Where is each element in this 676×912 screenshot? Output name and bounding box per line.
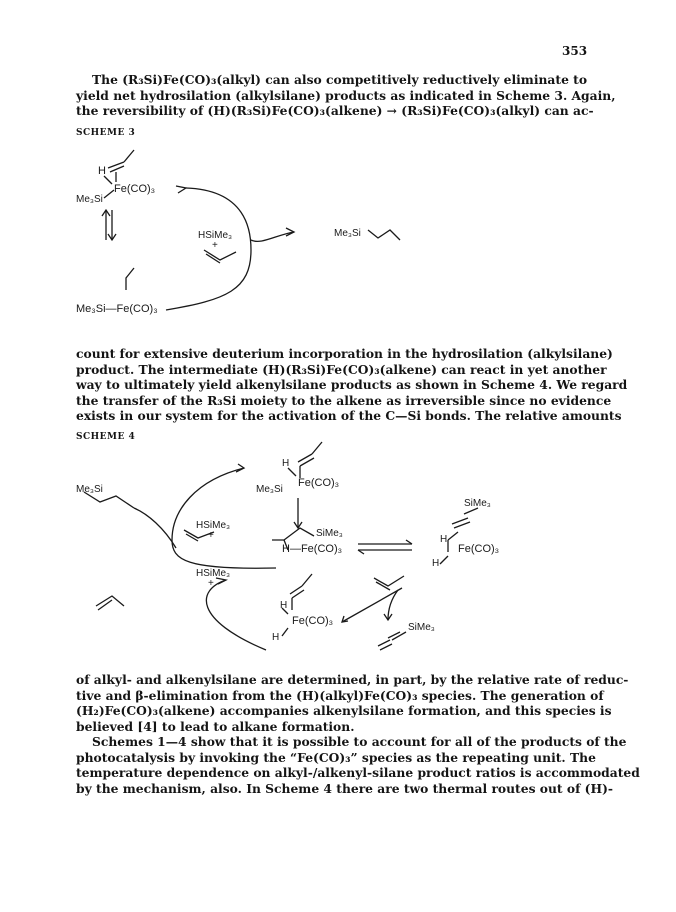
paragraph-2 xyxy=(76,346,628,424)
text-line: photocatalysis by invoking the “Fe(CO)₃” species as the repeating unit. The xyxy=(76,749,596,765)
text-line: believed [4] to lead to alkane formation. xyxy=(76,718,355,734)
scheme4-right-sime3: SiMe₃ xyxy=(464,498,491,509)
scheme4-right-fe: Fe(CO)₃ xyxy=(458,543,500,555)
scheme-4-diagram xyxy=(76,440,600,665)
text-line: product. The intermediate (H)(R₃Si)Fe(CO)₃(alkene) can react in yet another xyxy=(76,361,607,377)
paragraph-4 xyxy=(76,734,640,796)
text-line: count for extensive deuterium incorporation in the hydrosilation (alkylsilane) xyxy=(76,346,613,361)
text-line: exists in our system for the activation of the C—Si bonds. The relative amounts xyxy=(76,408,622,424)
text-line: temperature dependence on alkyl-/alkenyl-silane product ratios is accommodated xyxy=(76,765,640,781)
page-number: 353 xyxy=(562,44,588,58)
text-line: yield net hydrosilation (alkylsilane) products as indicated in Scheme 3. Again, xyxy=(76,87,616,103)
text-line: of alkyl- and alkenylsilane are determined, in part, by the relative rate of reduc- xyxy=(76,672,629,687)
scheme3-h: H xyxy=(98,165,106,177)
scheme4-plus-2: + xyxy=(208,578,214,589)
scheme4-center-hfe: H—Fe(CO)₃ xyxy=(282,543,343,555)
scheme3-plus: + xyxy=(212,240,218,251)
scheme3-fe-complex: Fe(CO)₃ xyxy=(114,183,156,195)
text-line: (H₂)Fe(CO)₃(alkene) accompanies alkenylsilane formation, and this species is xyxy=(76,703,612,719)
scheme-4-label: SCHEME 4 xyxy=(76,432,136,442)
scheme4-center-sime3: SiMe₃ xyxy=(316,528,343,539)
scheme4-bottom-h2: H xyxy=(272,632,280,643)
scheme3-me3si: Me₃Si xyxy=(76,194,103,205)
scheme4-right-h1: H xyxy=(440,534,448,545)
text-line: the reversibility of (H)(R₃Si)Fe(CO)₃(alkene) → (R₃Si)Fe(CO)₃(alkyl) can ac- xyxy=(76,103,594,119)
paragraph-3 xyxy=(76,672,629,734)
scheme4-plus-1: + xyxy=(208,530,214,541)
text-line: Schemes 1—4 show that it is possible to account for all of the products of the xyxy=(92,734,627,749)
scheme3-reagent: HSiMe₃ xyxy=(198,230,233,241)
scheme4-right-h2: H xyxy=(432,558,440,569)
scheme4-left-me3si: Me₃Si xyxy=(76,484,103,495)
scheme4-reagent-2: HSiMe₃ xyxy=(196,568,231,579)
scheme4-top-h: H xyxy=(282,458,290,469)
scheme4-bottom-sime3: SiMe₃ xyxy=(408,622,435,633)
scheme4-top-fe: Fe(CO)₃ xyxy=(298,477,340,489)
text-line: The (R₃Si)Fe(CO)₃(alkyl) can also competitively reductively eliminate to xyxy=(92,72,588,87)
text-line: way to ultimately yield alkenylsilane products as shown in Scheme 4. We regard xyxy=(76,377,628,393)
scheme3-product: Me₃Si xyxy=(334,228,361,239)
scheme4-bottom-fe: Fe(CO)₃ xyxy=(292,615,334,627)
text-line: by the mechanism, also. In Scheme 4 there are two thermal routes out of (H)- xyxy=(76,780,614,796)
scheme4-bottom-h1: H xyxy=(280,600,288,611)
paragraph-1 xyxy=(76,72,616,119)
scheme4-top-me3si: Me₃Si xyxy=(256,484,283,495)
text-line: the transfer of the R₃Si moiety to the alkene as irreversible since no evidence xyxy=(76,392,612,408)
scheme3-bottom-complex: Me₃Si—Fe(CO)₃ xyxy=(76,303,158,315)
scheme-3-diagram xyxy=(76,140,576,325)
scheme-3-label: SCHEME 3 xyxy=(76,128,136,138)
scheme4-reagent-1: HSiMe₃ xyxy=(196,520,231,531)
text-line: tive and β-elimination from the (H)(alkyl)Fe(CO)₃ species. The generation of xyxy=(76,687,604,703)
